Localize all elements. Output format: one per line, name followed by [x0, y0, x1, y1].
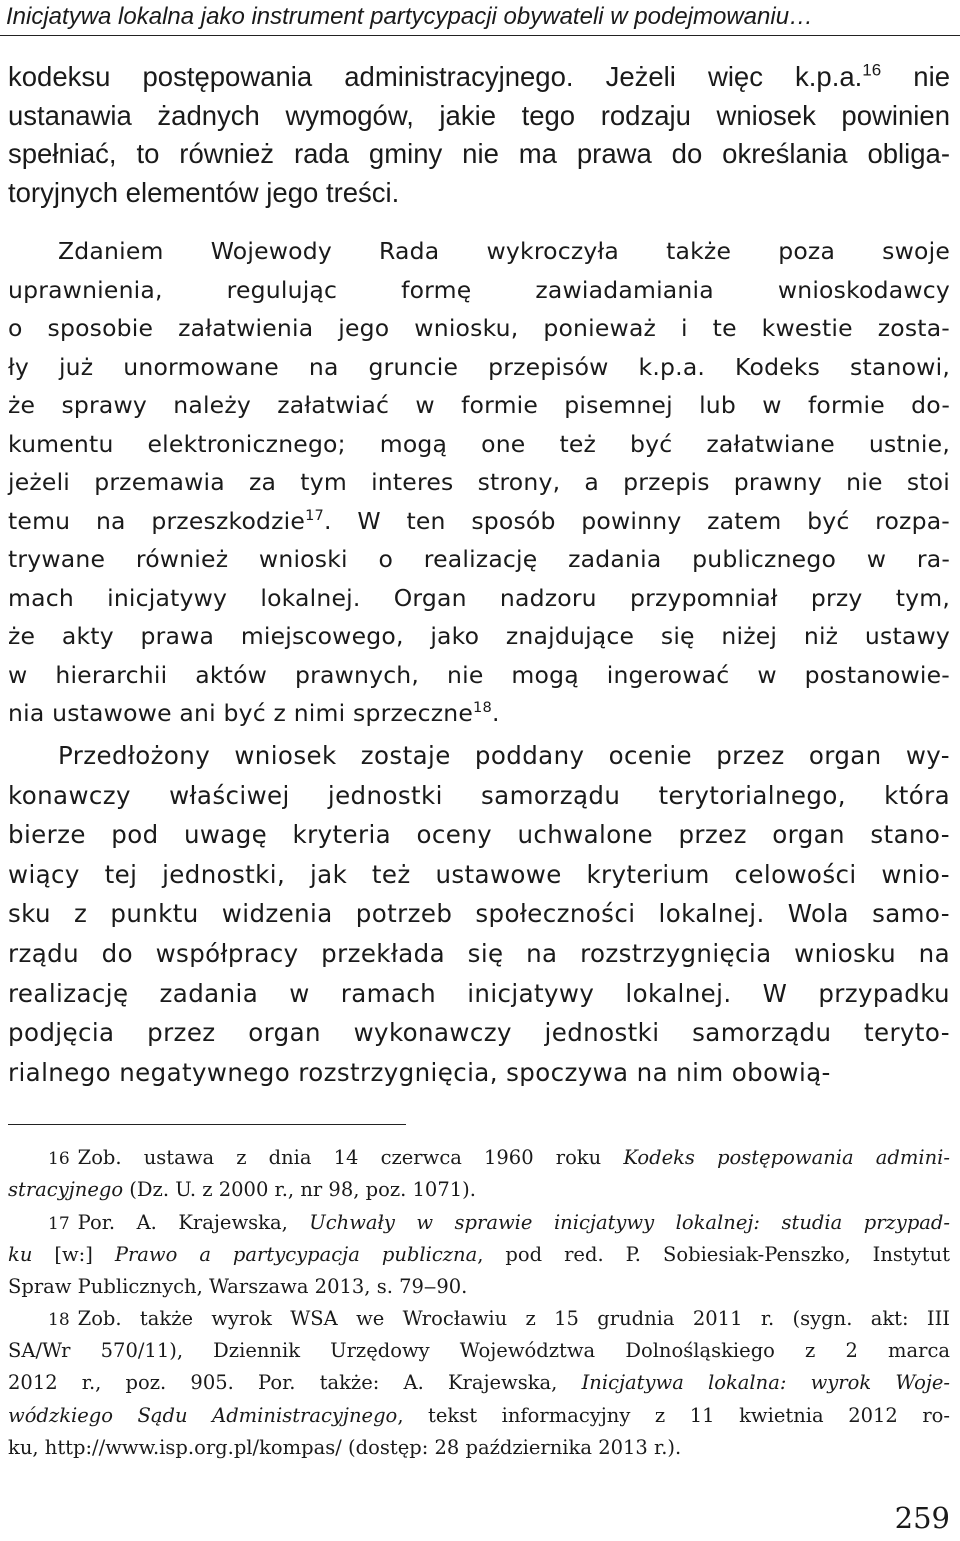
text-run: toryjnych elementów jego treści.	[8, 176, 400, 208]
footnote-line	[8, 1239, 950, 1271]
footnote-italic-text: stracyjnego	[8, 1178, 124, 1202]
text-line	[8, 135, 950, 173]
footnote-italic-text: wódzkiego Sądu Administracyjnego	[8, 1403, 398, 1427]
text-line	[8, 579, 950, 617]
footnote-line	[8, 1335, 950, 1367]
footnote-text: ku, http://www.isp.org.pl/kompas/ (dostęp: 28 października 2013 r.).	[8, 1435, 682, 1459]
text-run: kodeksu postępowania administracyjnego. Jeżeli więc k.p.a.	[8, 61, 863, 92]
footnote-ref[interactable]: 17	[305, 506, 324, 524]
footnote-text: [w:]	[32, 1243, 115, 1267]
text-run: jeżeli przemawia za tym interes strony, a przepis prawny nie stoi	[8, 468, 950, 496]
footnote-line	[48, 1303, 950, 1335]
footnote-line	[8, 1432, 950, 1464]
footnote-line	[8, 1271, 950, 1303]
text-line	[8, 656, 950, 694]
text-run: że sprawy należy załatwiać w formie pisemnej lub w formie do-	[8, 391, 950, 419]
text-line	[8, 935, 950, 973]
text-run: . W ten sposób powinny zatem być rozpa-	[324, 506, 950, 535]
text-run: nie	[881, 61, 951, 92]
text-run: uprawnienia, regulując formę zawiadamiania wnioskodawcy	[8, 275, 950, 304]
text-run: realizację zadania w ramach inicjatywy lokalnej. W przypadku	[8, 978, 950, 1008]
text-run: w hierarchii aktów prawnych, nie mogą ingerować w postanowie-	[8, 660, 950, 689]
footnote-line	[48, 1207, 950, 1239]
footnote-line	[8, 1367, 950, 1399]
text-line	[8, 425, 950, 463]
text-run: wiący tej jednostki, jak też ustawowe kryterium celowości wnio-	[8, 859, 950, 889]
footnote-separator	[8, 1124, 406, 1125]
text-run: .	[491, 699, 500, 727]
text-line	[8, 348, 950, 386]
text-run: o sposobie załatwienia jego wniosku, ponieważ i te kwestie zosta-	[8, 314, 950, 342]
text-line	[8, 309, 950, 347]
text-line	[8, 271, 950, 309]
text-run: ły już unormowane na gruncie przepisów k.p.a. Kodeks stanowi,	[8, 352, 950, 381]
footnote-line	[8, 1174, 950, 1206]
footnote-italic-text: Inicjatywa lokalna: wyrok Woje-	[581, 1371, 950, 1395]
text-line	[8, 1014, 950, 1052]
footnote-number: 17	[48, 1214, 70, 1234]
header-rule	[0, 35, 960, 36]
running-header: Inicjatywa lokalna jako instrument partycypacji obywateli w podejmowaniu…	[6, 3, 814, 30]
footnote-text: Zob. ustawa z dnia 14 czerwca 1960 roku	[77, 1146, 624, 1169]
text-run: rialnego negatywnego rozstrzygnięcia, spoczywa na nim obowią-	[8, 1057, 831, 1087]
footnote-text: , tekst informacyjny z 11 kwietnia 2012 ro-	[397, 1403, 951, 1427]
footnote-number: 16	[48, 1149, 70, 1169]
text-line	[8, 58, 950, 96]
text-run: rządu do współpracy przekłada się na rozstrzygnięcia wniosku na	[8, 939, 950, 968]
text-run: ustanawia żadnych wymogów, jakie tego rodzaju wniosek powinien	[8, 99, 950, 131]
text-run: Zdaniem Wojewody Rada wykroczyła także poza swoje	[58, 237, 950, 265]
footnote-text: SA/Wr 570/11), Dziennik Urzędowy Województwa Dolnośląskiego z 2 marca	[8, 1339, 950, 1363]
footnote-line	[48, 1142, 950, 1174]
footnote-text: 2012 r., poz. 905. Por. także: A. Krajewska,	[8, 1371, 582, 1395]
text-run: Przedłożony wniosek zostaje poddany ocenie przez organ wy-	[58, 741, 950, 770]
text-line	[58, 232, 950, 270]
text-run: spełniać, to również rada gminy nie ma prawa do określania obliga-	[8, 138, 950, 169]
text-line	[8, 816, 950, 854]
text-line	[8, 540, 950, 578]
footnote-ref[interactable]: 18	[473, 698, 492, 716]
text-run: mach inicjatywy lokalnej. Organ nadzoru przypomniał przy tym,	[8, 583, 950, 612]
text-run: że akty prawa miejscowego, jako znajdujące się niżej niż ustawy	[8, 622, 950, 650]
text-line	[8, 386, 950, 424]
text-line	[8, 1054, 950, 1092]
footnote-ref[interactable]: 16	[862, 60, 882, 80]
text-run: trywane również wnioski o realizację zadania publicznego w ra-	[8, 545, 950, 573]
text-line	[8, 694, 950, 732]
text-run: podjęcia przez organ wykonawczy jednostki samorządu teryto-	[8, 1018, 950, 1048]
text-run: nia ustawowe ani być z nimi sprzeczne	[8, 699, 474, 727]
text-line	[8, 895, 950, 933]
text-line	[8, 174, 950, 212]
text-line	[58, 737, 950, 775]
footnote-text: Por. A. Krajewska,	[77, 1211, 310, 1234]
text-run: sku z punktu widzenia potrzeb społeczności lokalnej. Wola samo-	[8, 899, 950, 929]
page-number: 259	[894, 1501, 950, 1535]
footnote-number: 18	[48, 1310, 70, 1330]
text-line	[8, 463, 950, 501]
footnote-italic-text: Uchwały w sprawie inicjatywy lokalnej: studia przypad-	[309, 1211, 951, 1234]
text-line	[8, 502, 950, 540]
text-run: bierze pod uwagę kryteria oceny uchwalone przez organ stano-	[8, 820, 950, 850]
footnote-text: Spraw Publicznych, Warszawa 2013, s. 79‒90.	[8, 1275, 468, 1299]
footnote-text: Zob. także wyrok WSA we Wrocławiu z 15 grudnia 2011 r. (sygn. akt: III	[77, 1307, 950, 1330]
footnote-italic-text: Prawo a partycypacja publiczna	[114, 1243, 478, 1267]
text-run: kumentu elektronicznego; mogą one też być załatwiane ustnie,	[8, 429, 950, 458]
footnote-text: , pod red. P. Sobiesiak-Penszko, Instytut	[477, 1243, 950, 1267]
text-run: temu na przeszkodzie	[8, 506, 306, 535]
footnote-text: (Dz. U. z 2000 r., nr 98, poz. 1071).	[123, 1178, 476, 1202]
footnote-italic-text: Kodeks postępowania admini-	[623, 1146, 950, 1169]
text-line	[8, 777, 950, 815]
text-line	[8, 975, 950, 1013]
footnote-italic-text: ku	[8, 1243, 33, 1267]
text-line	[8, 97, 950, 135]
footnote-line	[8, 1400, 950, 1432]
text-line	[8, 617, 950, 655]
text-run: konawczy właściwej jednostki samorządu terytorialnego, która	[8, 780, 950, 810]
text-line	[8, 856, 950, 894]
